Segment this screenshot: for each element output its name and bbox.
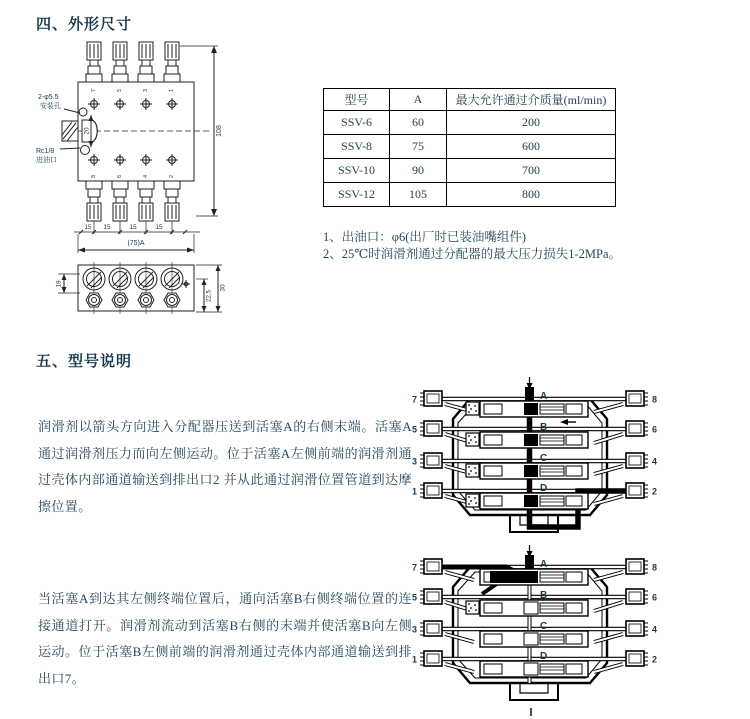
outlet-port-4 <box>626 621 657 636</box>
cell-model: SSV-6 <box>324 111 390 135</box>
piston-land <box>524 465 538 477</box>
check-valve <box>466 601 479 614</box>
svg-text:2: 2 <box>169 174 175 178</box>
piston-land <box>524 403 538 415</box>
port-number: 5 <box>412 424 417 435</box>
cell-model: SSV-8 <box>324 135 390 159</box>
inlet-label <box>36 148 57 164</box>
piston-land <box>524 495 538 507</box>
port-number: 8 <box>652 562 658 573</box>
outlet-port-7 <box>412 391 442 406</box>
cell-flow: 700 <box>447 159 616 183</box>
svg-text:22.5: 22.5 <box>206 290 213 302</box>
cell-a: 75 <box>390 135 447 159</box>
port-number: 4 <box>652 624 658 635</box>
cell-flow: 600 <box>447 135 616 159</box>
port-number: 7 <box>412 562 417 573</box>
outlet-port-2 <box>626 483 657 498</box>
dim-75A <box>78 234 194 253</box>
flow-diagram-state-2 <box>412 545 658 719</box>
svg-text:1: 1 <box>169 88 175 92</box>
dimension-drawing <box>34 36 248 344</box>
port-number: 3 <box>412 624 417 635</box>
port-number: 6 <box>652 424 658 435</box>
col-header-a: A <box>390 89 447 111</box>
port-number: 2 <box>652 654 658 665</box>
outlet-port-6 <box>626 589 657 604</box>
cell-a: 105 <box>390 183 447 207</box>
col-header-flow: 最大允许通过介质量(ml/min) <box>447 89 616 111</box>
svg-text:15: 15 <box>103 224 111 231</box>
table-row <box>324 159 616 183</box>
port-number: 5 <box>412 592 417 603</box>
port-number: 7 <box>412 394 417 405</box>
col-header-model: 型号 <box>324 89 390 111</box>
svg-text:5: 5 <box>117 88 123 92</box>
stage-label: C <box>540 453 548 464</box>
check-valve <box>466 464 479 477</box>
svg-text:进油口: 进油口 <box>36 157 57 164</box>
piston-land <box>524 434 538 446</box>
svg-text:Rc1/8: Rc1/8 <box>36 148 55 155</box>
note-outlet: 1、出油口：φ6(出厂时已装油嘴组件) <box>323 230 527 244</box>
svg-text:15: 15 <box>155 224 163 231</box>
bottom-fittings <box>86 181 180 221</box>
svg-text:20: 20 <box>83 127 91 135</box>
stage-label: B <box>540 590 548 601</box>
outlet-port-5 <box>412 589 442 604</box>
svg-text:6: 6 <box>117 174 123 178</box>
spec-table <box>323 88 616 207</box>
svg-text:4: 4 <box>143 174 149 178</box>
top-view <box>56 262 227 314</box>
stage-label: D <box>540 483 548 494</box>
cell-model: SSV-10 <box>324 159 390 183</box>
cell-flow: 800 <box>447 183 616 207</box>
outlet-port-8 <box>626 559 657 574</box>
front-view <box>36 42 227 314</box>
cell-flow: 200 <box>447 111 616 135</box>
check-valve <box>466 494 479 507</box>
port-number: 1 <box>412 486 417 497</box>
svg-text:安装孔: 安装孔 <box>40 103 61 110</box>
stage-label: C <box>540 621 548 632</box>
svg-text:15: 15 <box>84 224 92 231</box>
piston-land <box>524 633 538 645</box>
stage-label: A <box>540 559 548 570</box>
cell-a: 90 <box>390 159 447 183</box>
dim-15-row <box>74 221 200 234</box>
table-header-row <box>324 89 616 111</box>
cell-model: SSV-12 <box>324 183 390 207</box>
svg-text:19: 19 <box>55 280 63 288</box>
top-fittings <box>86 42 180 82</box>
stage-label: B <box>540 422 548 433</box>
port-number: 6 <box>652 592 658 603</box>
outlet-port-3 <box>412 453 442 468</box>
bottom-loop-inner <box>520 515 548 525</box>
svg-text:2-φ5.5: 2-φ5.5 <box>38 94 59 101</box>
check-valve <box>466 402 479 415</box>
port-number: 3 <box>412 456 417 467</box>
section-5-title: 五、型号说明 <box>36 353 133 370</box>
section-4-title: 四、外形尺寸 <box>36 16 133 33</box>
flow-diagram-state-1 <box>412 377 658 543</box>
cell-a: 60 <box>390 111 447 135</box>
port-number: 2 <box>652 486 658 497</box>
port-number: 4 <box>652 456 658 467</box>
outlet-port-6 <box>626 421 657 436</box>
svg-text:3: 3 <box>143 88 149 92</box>
piston-land <box>524 602 538 614</box>
bottom-loop-outer <box>510 683 558 700</box>
outlet-port-5 <box>412 421 442 436</box>
svg-text:15: 15 <box>129 224 137 231</box>
operation-paragraph-2: 当活塞A到达其左侧终端位置后，通向活塞B右侧终端位置的连接通道打开。润滑剂流动到活塞B右侧的末端并使活塞B向左侧运动。位于活塞B左侧前端的润滑剂通过壳体内部通道输送到排出口7。 <box>38 591 412 686</box>
svg-text:108: 108 <box>215 125 223 137</box>
check-valve <box>466 433 479 446</box>
piston-land <box>524 663 538 675</box>
table-row <box>324 111 616 135</box>
table-row <box>324 135 616 159</box>
bottom-loop-inner <box>520 683 548 693</box>
outlet-port-4 <box>626 453 657 468</box>
port-number: 1 <box>412 654 417 665</box>
outlet-port-1 <box>412 651 442 666</box>
operation-paragraph-1: 润滑剂以箭头方向进入分配器压送到活塞A的右侧末端。活塞A通过润滑剂压力而向左侧运动。位于活塞A左侧前端的润滑剂通过壳体内部通道输送到排出口2 并从此通过润滑位置管道到达摩擦位置。 <box>38 419 412 514</box>
outlet-port-1 <box>412 483 442 498</box>
port-number: 8 <box>652 394 658 405</box>
table-notes <box>323 229 621 263</box>
stage-label: A <box>540 391 548 402</box>
outlet-port-7 <box>412 559 442 574</box>
svg-text:(75)A: (75)A <box>127 240 145 247</box>
outlet-port-2 <box>626 651 657 666</box>
svg-text:30: 30 <box>219 284 227 292</box>
outlet-port-3 <box>412 621 442 636</box>
table-row <box>324 183 616 207</box>
svg-text:8: 8 <box>91 174 97 178</box>
mount-hole-label <box>38 94 61 110</box>
outlet-port-8 <box>626 391 657 406</box>
stage-label: D <box>540 651 548 662</box>
svg-text:7: 7 <box>91 88 97 92</box>
note-pressure-loss: 2、25℃时润滑剂通过分配器的最大压力损失1-2MPa。 <box>323 247 622 261</box>
